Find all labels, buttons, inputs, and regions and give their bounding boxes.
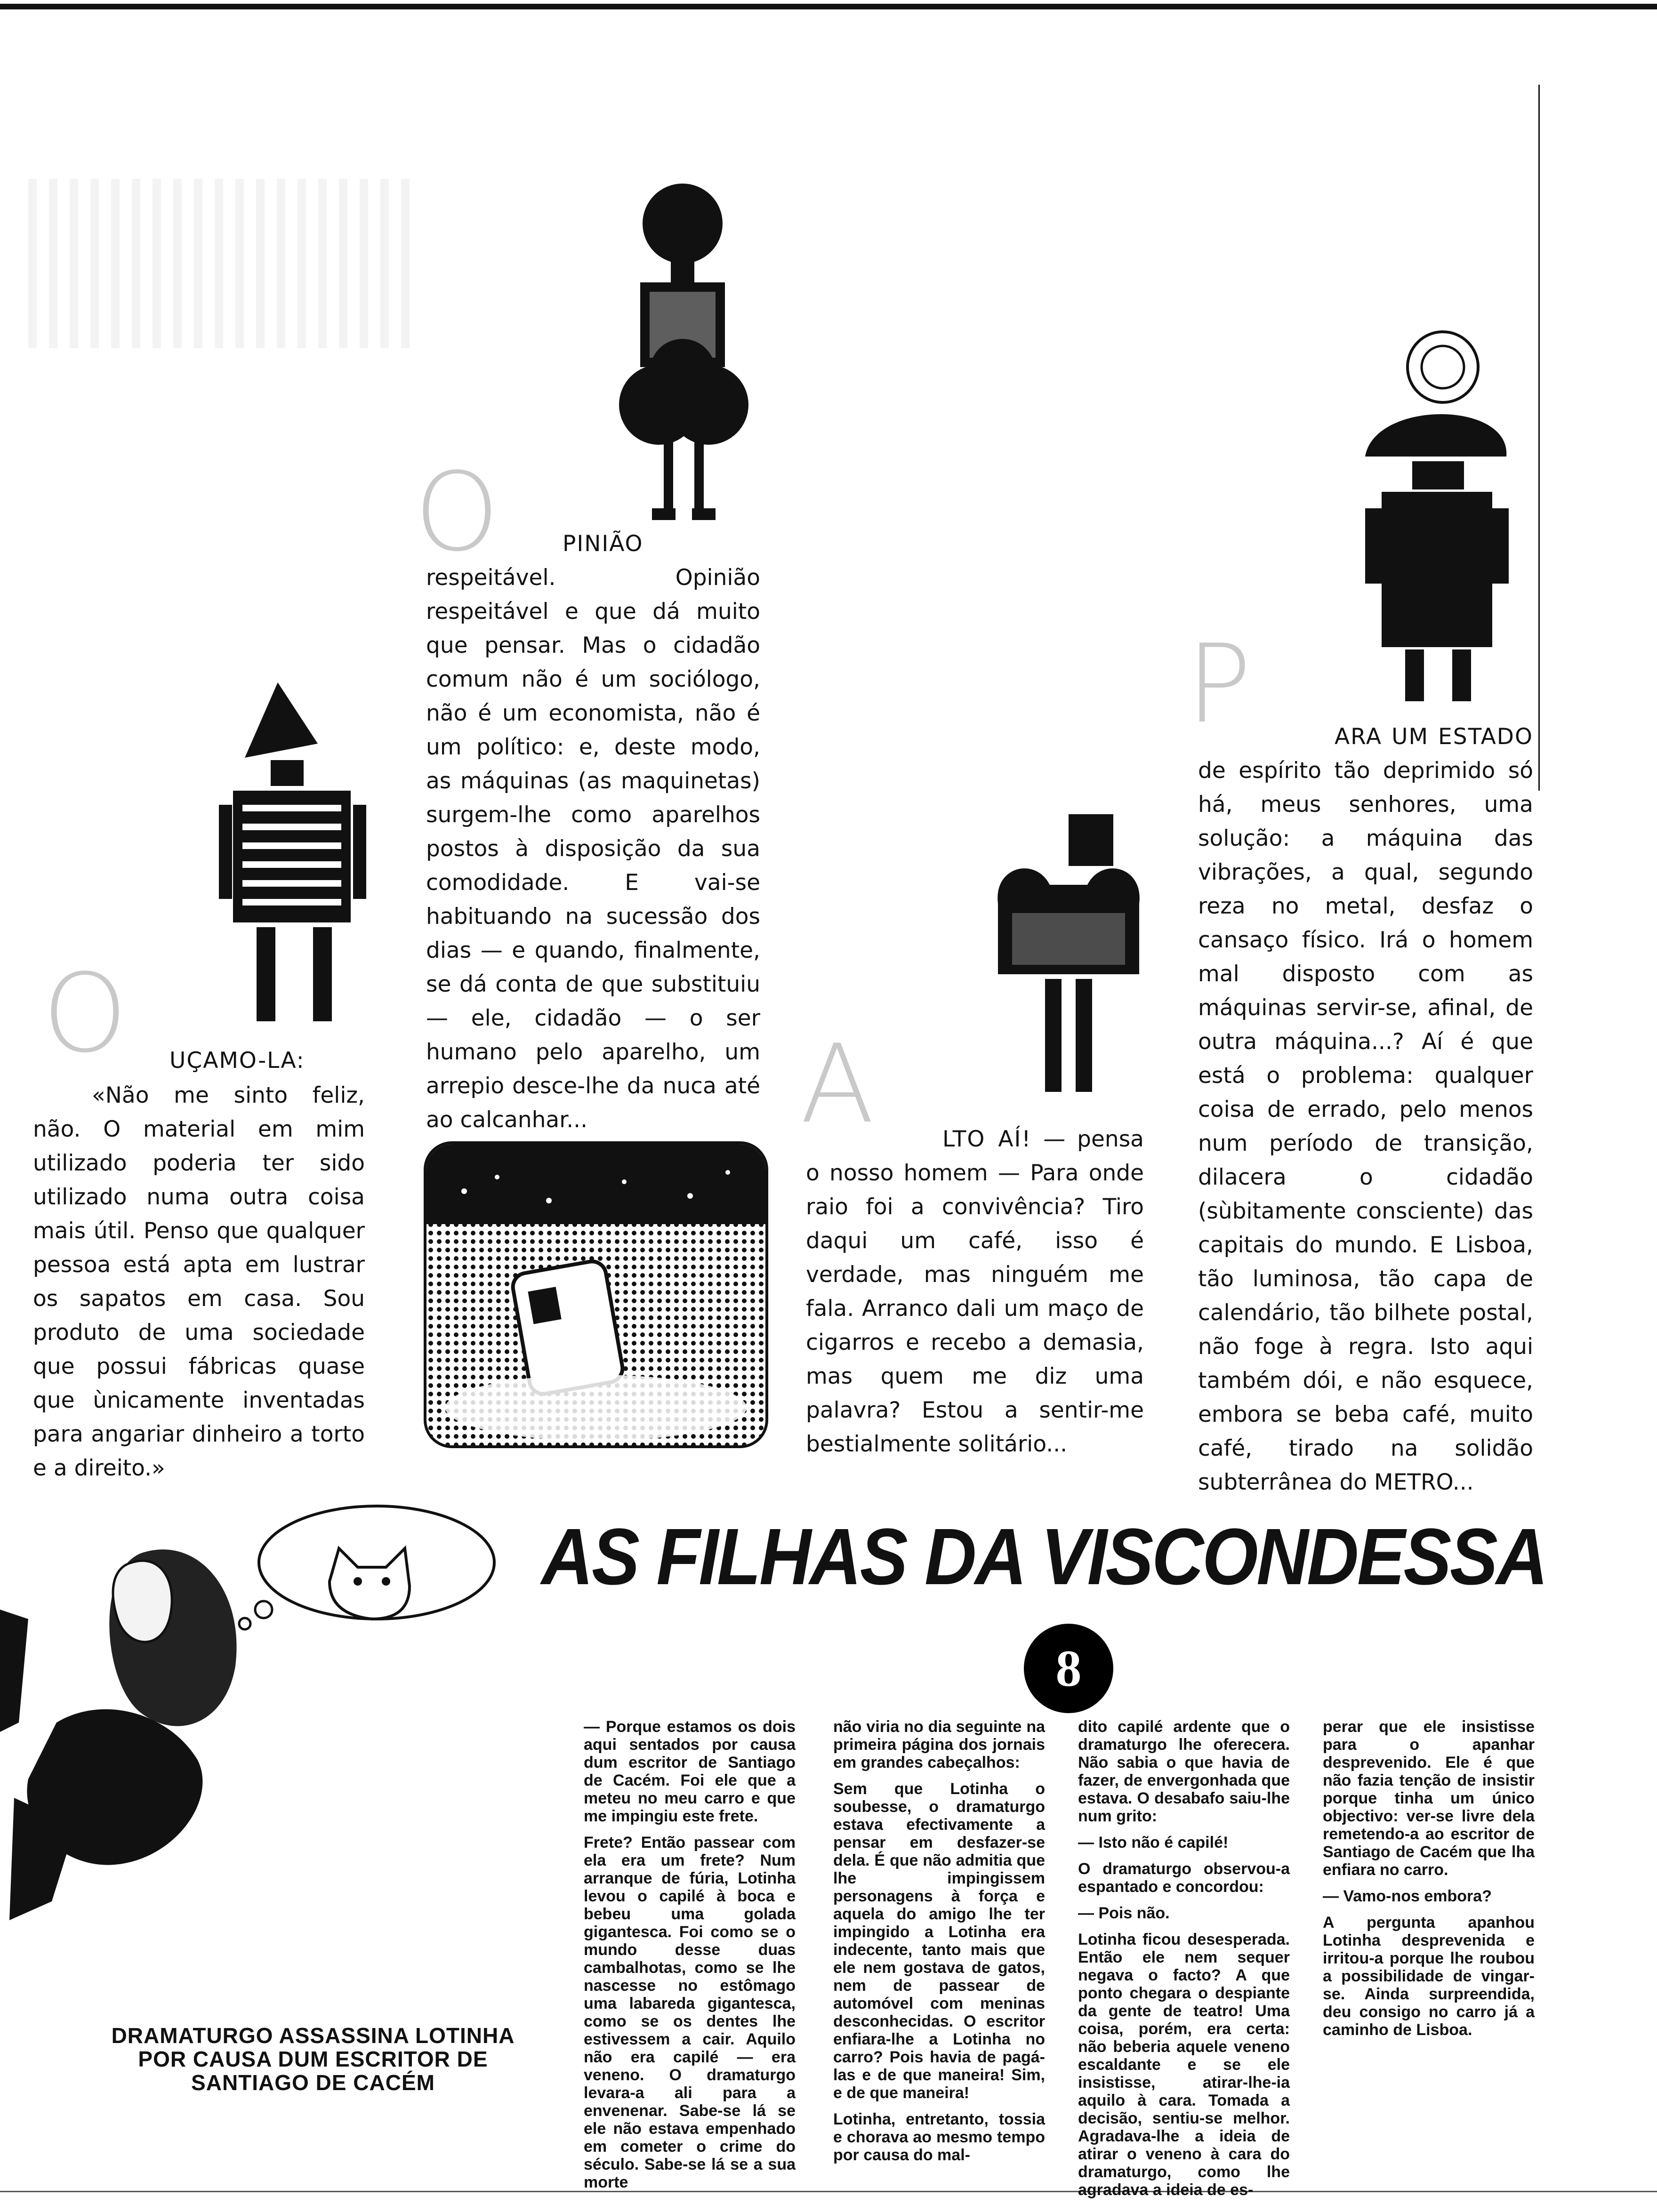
serial-column-3: [1078, 1718, 1290, 2207]
article-oucamo: [33, 1079, 365, 1485]
robot-illustration-top: [598, 184, 777, 532]
paragraph: Frete? Então passear com ela era um frete? Num arranque de fúria, Lotinha levou o capilé à boca e bebeu uma golada gigantesca. Foi como se o mundo desse duas cambalhotas, como se lhe nascesse no estômago uma labareda gigantesca, como se os dentes lhe estivessem a cair. Aquilo não era capilé — era veneno. O dramaturgo levara-a ali para a envenenar. Sabe-se lá se ele não estava empenhado em cometer o crime do século. Sabe-se lá se a sua morte: [584, 1834, 796, 2191]
ghost-print-decoration: [28, 179, 414, 348]
lead-word: PINIÃO: [563, 531, 643, 557]
right-rule: [1538, 85, 1540, 791]
serial-subhead: DRAMATURGO ASSASSINA LOTINHA POR CAUSA DUM ESCRITOR DE SANTIAGO DE CACÉM: [111, 2023, 515, 2095]
article-opiniao: [426, 527, 760, 1137]
paragraph: — Vamo-nos embora?: [1323, 1887, 1492, 1905]
paragraph: Lotinha ficou desesperada. Então ele nem sequer negava o facto? A que ponto chegara o despiante da gente de teatro! Uma coisa, porém, era certa: não beberia aquele veneno escaldante e se ele insistisse, atirar-lhe-ia aquilo à cara. Tomada a decisão, sentiu-se melhor. Agradava-lhe a ideia de atirar o veneno à cara do dramaturgo, como lhe agradava a ideia de es-: [1078, 1931, 1290, 2199]
article-para: [1198, 720, 1533, 1499]
lead-word: UÇAMO-LA:: [169, 1048, 305, 1074]
comic-panel-illustration: [424, 1141, 768, 1448]
lead-word: LTO AÍ!: [942, 1126, 1032, 1152]
serial-headline: AS FILHAS DA VISCONDESSA: [541, 1512, 1547, 1602]
paragraph: «Não me sinto feliz, não. O material em mim utilizado poderia ter sido utilizado numa outra coisa mais útil. Penso que qualquer pessoa está apta em lustrar os sapatos em casa. Sou produto de uma sociedade que possui fábricas quase que ùnicamente inventadas para angariar dinheiro a torto e a direito.»: [33, 1082, 365, 1481]
lead-word: ARA UM ESTADO: [1335, 724, 1533, 750]
paragraph: não viria no dia seguinte na primeira página dos jornais em grandes cabeçalhos:: [833, 1718, 1045, 1771]
paragraph: dito capilé ardente que o dramaturgo lhe oferecera. Não sabia o que havia de fazer, de envergonhada que estava. O desabafo saiu-lhe num grito:: [1078, 1718, 1290, 1825]
dropcap-o-oucamo: O: [42, 951, 128, 1077]
article-alto: [806, 1122, 1144, 1461]
top-rule: [0, 4, 1657, 9]
serial-column-2: [833, 1718, 1045, 2172]
woman-cat-illustration: [0, 1497, 518, 1967]
robot-illustration-right: [1356, 329, 1516, 715]
paragraph: — Isto não é capilé!: [1078, 1834, 1229, 1851]
dropcap-p-para: P: [1186, 622, 1252, 747]
paragraph: O dramaturgo observou-a espantado e concordou:: [1078, 1860, 1290, 1896]
lead-oucamo: [169, 1044, 305, 1078]
paragraph: — Pois não.: [1078, 1904, 1170, 1922]
paragraph: de espírito tão deprimido só há, meus senhores, uma solução: a máquina das vibrações, a qual, segundo reza no metal, desfaz o cansaço físico. Irá o homem mal disposto com as máquinas servir-se, afinal, de outra máquina...? Aí é que está o problema: qualquer coisa de errado, pelo menos num período de transição, dilacera o cidadão (sùbitamente consciente) das capitais do mundo. E Lisboa, tão luminosa, tão capa de calendário, tão bilhete postal, não foge à regra. Isto aqui também dói, e não esquece, embora se beba café, muito café, tirado na solidão subterrânea do METRO...: [1198, 758, 1533, 1495]
episode-number-badge: 8: [1024, 1624, 1113, 1713]
serial-column-1: [584, 1718, 796, 2200]
dropcap-a-alto: A: [800, 1022, 875, 1147]
robot-illustration-left: [217, 682, 377, 1040]
paragraph: Sem que Lotinha o soubesse, o dramaturgo estava efectivamente a pensar em desfazer-se dela. É que não admitia que lhe impingissem personagens à força e aquela do amigo lhe ter impingido a Lotinha era indecente, tanto mais que ele nem gostava de gatos, nem de passear de automóvel com meninas desconhecidas. O escritor enfiara-lhe a Lotinha no carro? Pois havia de pagá-las e de que maneira! Sim, e de que maneira!: [833, 1780, 1045, 2102]
paragraph: respeitável. Opinião respeitável e que dá muito que pensar. Mas o cidadão comum não é um sociólogo, não é um economista, não é um político: e, deste modo, as máquinas (as maquinetas) surgem-lhe como aparelhos postos à disposição da sua comodidade. E vai-se habituando na sucessão dos dias — e quando, finalmente, se dá conta de que substituiu — ele, cidadão — o ser humano pelo aparelho, um arrepio desce-lhe da nuca até ao calcanhar...: [426, 565, 760, 1133]
paragraph: — pensa o nosso homem — Para onde raio foi a convivência? Tiro daqui um café, isso é verdade, mas ninguém me fala. Arranco dali um maço de cigarros e recebo a demasia, mas quem me diz uma palavra? Estou a sentir-me bestialmente solitário...: [806, 1126, 1144, 1457]
paragraph: Lotinha, entretanto, tossia e chorava ao mesmo tempo por causa do mal-: [833, 2110, 1045, 2164]
paragraph: A pergunta apanhou Lotinha desprevenida e irritou-a porque lhe roubou a possibilidade de vingar-se. Ainda surpreendida, deu consigo no carro já a caminho de Lisboa.: [1323, 1914, 1535, 2039]
serial-column-4: [1323, 1718, 1535, 2047]
bottom-rule: [0, 2191, 1657, 2192]
paragraph: perar que ele insistisse para o apanhar desprevenido. Ele é que não fazia tenção de insistir porque tinha um único objectivo: ver-se livre dela remetendo-a ao escritor de Santiago de Cacém que lha enfiara no carro.: [1323, 1718, 1535, 1879]
dropcap-o-opiniao: O: [414, 450, 500, 576]
robot-illustration-center-right: [984, 814, 1153, 1106]
paragraph: — Porque estamos os dois aqui sentados por causa dum escritor de Santiago de Cacém. Foi ele que a meteu no meu carro e que me impingiu este frete.: [584, 1718, 796, 1825]
